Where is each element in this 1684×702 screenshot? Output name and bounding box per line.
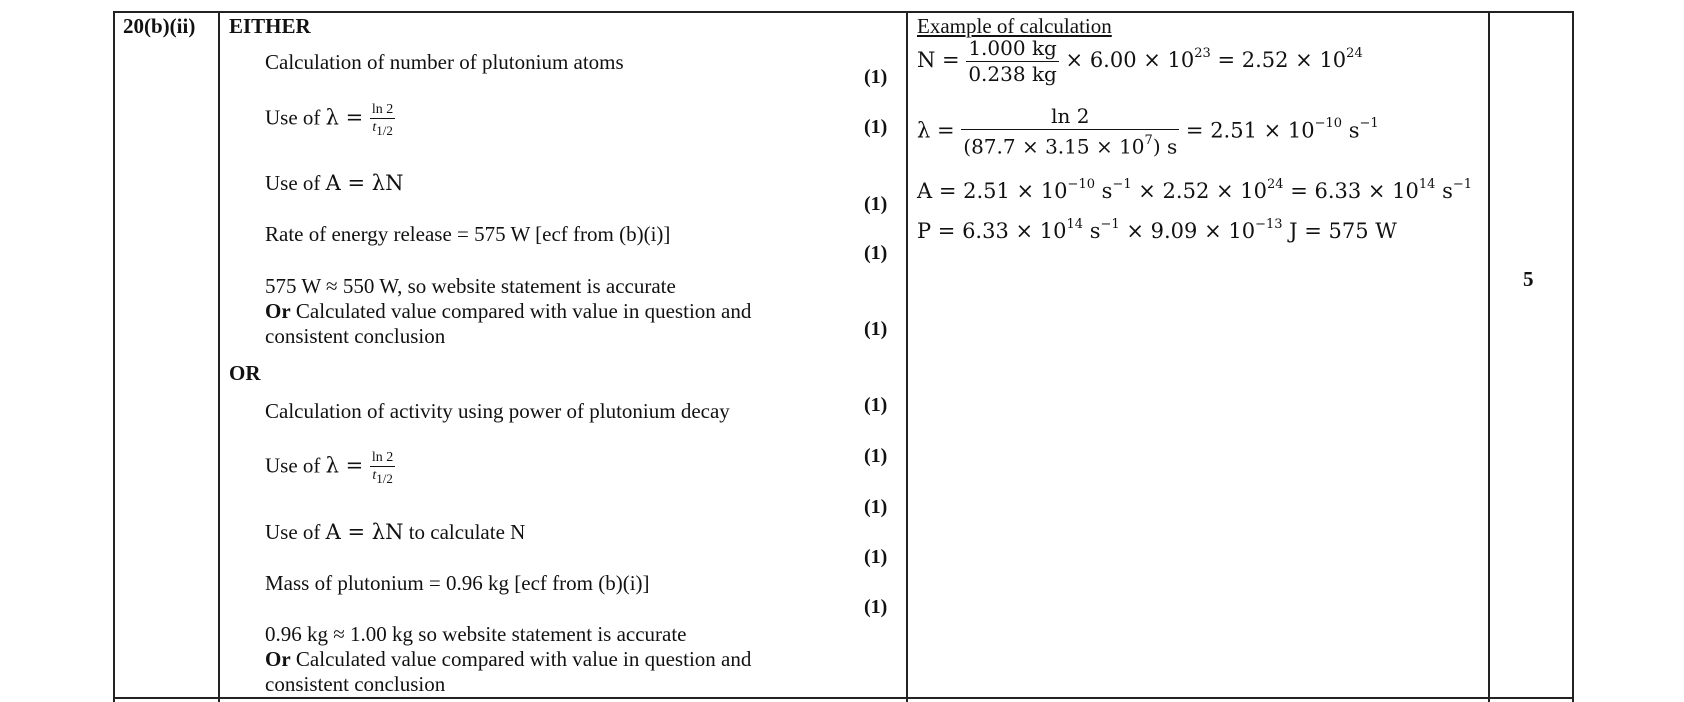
table-col-border-right (1572, 11, 1574, 702)
fraction-denominator (370, 466, 395, 487)
or-step-1-mark: (1) (864, 394, 888, 416)
eq3-part-d: = 6.33 × 10 (1283, 179, 1419, 203)
or-step-3-suffix: to calculate N (403, 520, 526, 544)
fraction-numerator: ln 2 (371, 450, 394, 465)
table-col-border-2 (906, 11, 908, 702)
eq3-exp-3: 24 (1266, 177, 1284, 192)
table-col-border-1 (218, 11, 220, 702)
or-step-3-mark: (1) (864, 496, 888, 518)
eq1-mid: × 6.00 × 10 (1058, 48, 1195, 72)
or-step-5-line1: 0.96 kg ≈ 1.00 kg so website statement is accurate (265, 622, 687, 646)
or-heading: OR (229, 361, 261, 385)
eq4-part-c: × 9.09 × 10 (1119, 219, 1256, 243)
either-step-3 (265, 171, 403, 196)
eq4-part-b: s (1083, 219, 1101, 243)
eq4-exp-2: −1 (1100, 217, 1120, 232)
eq2-den-exp: 7 (1144, 133, 1153, 148)
half-subscript: 1/2 (376, 122, 393, 138)
or-step-3-formula: A = λN (325, 520, 404, 544)
either-step-1-mark: (1) (864, 66, 888, 88)
eq1-denominator: 0.238 kg (968, 62, 1057, 86)
or-step-1: Calculation of activity using power of plutonium decay (265, 399, 730, 423)
eq1-numerator: 1.000 kg (968, 36, 1057, 60)
eq2-den-a: (87.7 × 3.15 × 10 (963, 134, 1145, 159)
eq1-lhs: N = (917, 48, 967, 72)
eq1-fraction (966, 36, 1059, 87)
table-col-border-3 (1488, 11, 1490, 702)
example-eq-4 (917, 214, 1397, 244)
eq4-exp-1: 14 (1066, 217, 1084, 232)
or-step-5-line3: consistent conclusion (265, 672, 446, 696)
either-step-3-mark: (1) (864, 193, 888, 215)
either-step-2-mark: (1) (864, 116, 888, 138)
or-step-3-prefix: Use of (265, 520, 326, 544)
either-step-5-line3: consistent conclusion (265, 324, 446, 348)
either-step-3-prefix: Use of (265, 171, 326, 195)
table-top-border (113, 11, 1573, 13)
either-step-2-prefix: Use of (265, 105, 326, 130)
eq3-exp-5: −1 (1452, 177, 1473, 192)
total-marks: 5 (1523, 267, 1534, 291)
eq4-part-a: P = 6.33 × 10 (917, 219, 1067, 243)
eq2-fraction (961, 104, 1179, 160)
example-eq-1 (917, 36, 1363, 87)
either-step-3-formula: A = λN (325, 171, 404, 195)
either-step-5-line2-text: Calculated value compared with value in question and (290, 299, 752, 323)
either-step-5-line2 (265, 299, 751, 324)
example-heading: Example of calculation (917, 14, 1112, 38)
or-keyword: Or (265, 299, 291, 323)
either-step-5-line1: 575 W ≈ 550 W, so website statement is accurate (265, 274, 676, 298)
either-step-2 (265, 101, 395, 139)
or-step-5-line2-text: Calculated value compared with value in question and (290, 647, 752, 671)
eq2-exp1: −10 (1314, 116, 1343, 132)
eq3-part-c: × 2.52 × 10 (1131, 179, 1267, 203)
eq1-exp1: 23 (1194, 46, 1211, 61)
example-eq-3 (917, 174, 1472, 204)
or-step-5-line2 (265, 647, 751, 672)
eq1-exp2: 24 (1346, 46, 1363, 61)
eq3-part-b: s (1094, 179, 1113, 203)
either-heading: EITHER (229, 14, 311, 38)
question-number: 20(b)(ii) (123, 14, 196, 38)
half-life-fraction (370, 101, 395, 139)
either-step-2-lambda: λ = (325, 105, 370, 130)
example-eq-2 (917, 104, 1379, 160)
eq2-unit-exp: −1 (1359, 116, 1379, 132)
eq1-rhs: = 2.52 × 10 (1210, 48, 1347, 72)
or-step-3 (265, 520, 525, 545)
half-life-fraction (370, 449, 395, 487)
eq3-exp-1: −10 (1067, 177, 1095, 192)
or-step-4: Mass of plutonium = 0.96 kg [ecf from (b)(i)] (265, 571, 650, 595)
or-step-2-mark: (1) (864, 445, 888, 467)
either-step-4: Rate of energy release = 575 W [ecf from (b)(i)] (265, 222, 671, 246)
eq2-denominator (961, 129, 1179, 160)
eq2-den-b: ) s (1152, 134, 1178, 159)
or-step-4-mark: (1) (864, 546, 888, 568)
or-step-2 (265, 449, 395, 487)
eq3-exp-2: −1 (1112, 177, 1132, 192)
eq2-unit: s (1342, 118, 1360, 143)
half-subscript: 1/2 (376, 470, 393, 486)
eq2-rhs: = 2.51 × 10 (1179, 118, 1315, 143)
eq4-part-d: J = 575 W (1282, 219, 1397, 243)
eq2-lhs: λ = (917, 118, 962, 143)
or-step-2-prefix: Use of (265, 453, 326, 478)
eq4-exp-3: −13 (1255, 217, 1283, 232)
eq3-part-a: A = 2.51 × 10 (917, 179, 1068, 203)
or-keyword: Or (265, 647, 291, 671)
t-symbol: t (372, 468, 377, 483)
eq3-part-f: s (1435, 179, 1453, 203)
table-row-divider (113, 697, 1573, 699)
or-step-5-mark: (1) (864, 596, 888, 618)
eq2-numerator: ln 2 (1051, 104, 1090, 128)
either-step-1: Calculation of number of plutonium atoms (265, 50, 624, 74)
fraction-denominator (370, 118, 395, 139)
either-step-4-mark: (1) (864, 242, 888, 264)
or-step-2-lambda: λ = (325, 453, 370, 478)
either-step-5-mark: (1) (864, 318, 888, 340)
eq3-exp-4: 14 (1418, 177, 1436, 192)
fraction-numerator: ln 2 (371, 102, 394, 117)
table-col-border-left (113, 11, 115, 702)
t-symbol: t (372, 120, 377, 135)
